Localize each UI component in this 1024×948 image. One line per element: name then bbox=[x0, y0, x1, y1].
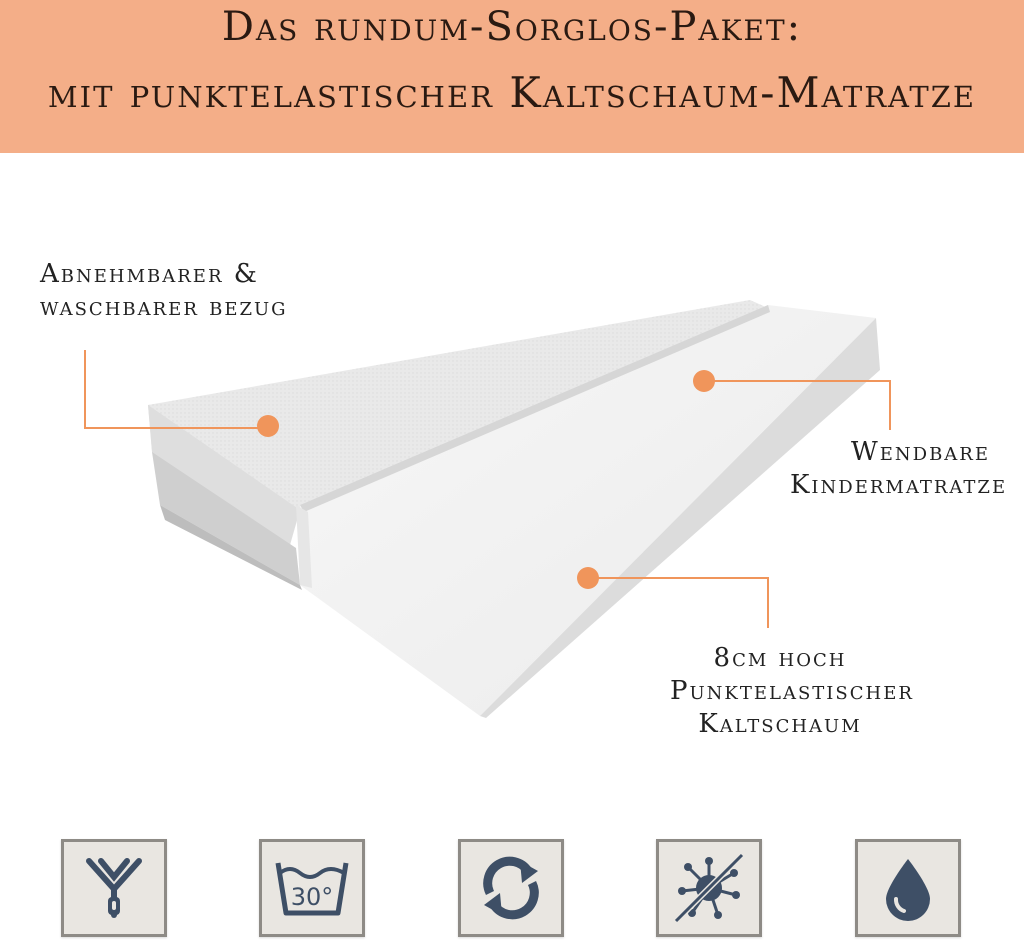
callout-cover-label bbox=[40, 258, 288, 324]
callout-foam-line1: 8cm hoch bbox=[713, 643, 847, 673]
callout-dot-reversible bbox=[693, 370, 715, 392]
callout-cover-line1: Abnehmbarer & bbox=[40, 259, 259, 289]
callout-cover-line2: waschbarer bezug bbox=[40, 292, 288, 322]
water-drop-icon bbox=[855, 839, 961, 937]
wash-temperature-text: 30° bbox=[290, 883, 334, 911]
wash-30-icon bbox=[259, 839, 365, 937]
zipper-icon bbox=[61, 839, 167, 937]
callout-foam-line2: Punktelastischer bbox=[670, 676, 914, 706]
callout-dot-foam bbox=[577, 567, 599, 589]
banner-title-line1: Das rundum-Sorglos-Paket: bbox=[221, 4, 803, 50]
callout-reversible-line2: Kindermatratze bbox=[790, 470, 1008, 500]
anti-allergen-icon bbox=[656, 839, 762, 937]
callout-reversible-line1: Wendbare bbox=[851, 437, 990, 467]
callout-foam-label bbox=[670, 642, 914, 741]
callout-dot-cover bbox=[257, 415, 279, 437]
reversible-arrows-icon bbox=[458, 839, 564, 937]
banner-title-line2: mit punktelastischer Kaltschaum-Matratze bbox=[47, 68, 977, 117]
callout-reversible-label bbox=[790, 436, 1008, 502]
callout-foam-line3: Kaltschaum bbox=[698, 709, 862, 739]
